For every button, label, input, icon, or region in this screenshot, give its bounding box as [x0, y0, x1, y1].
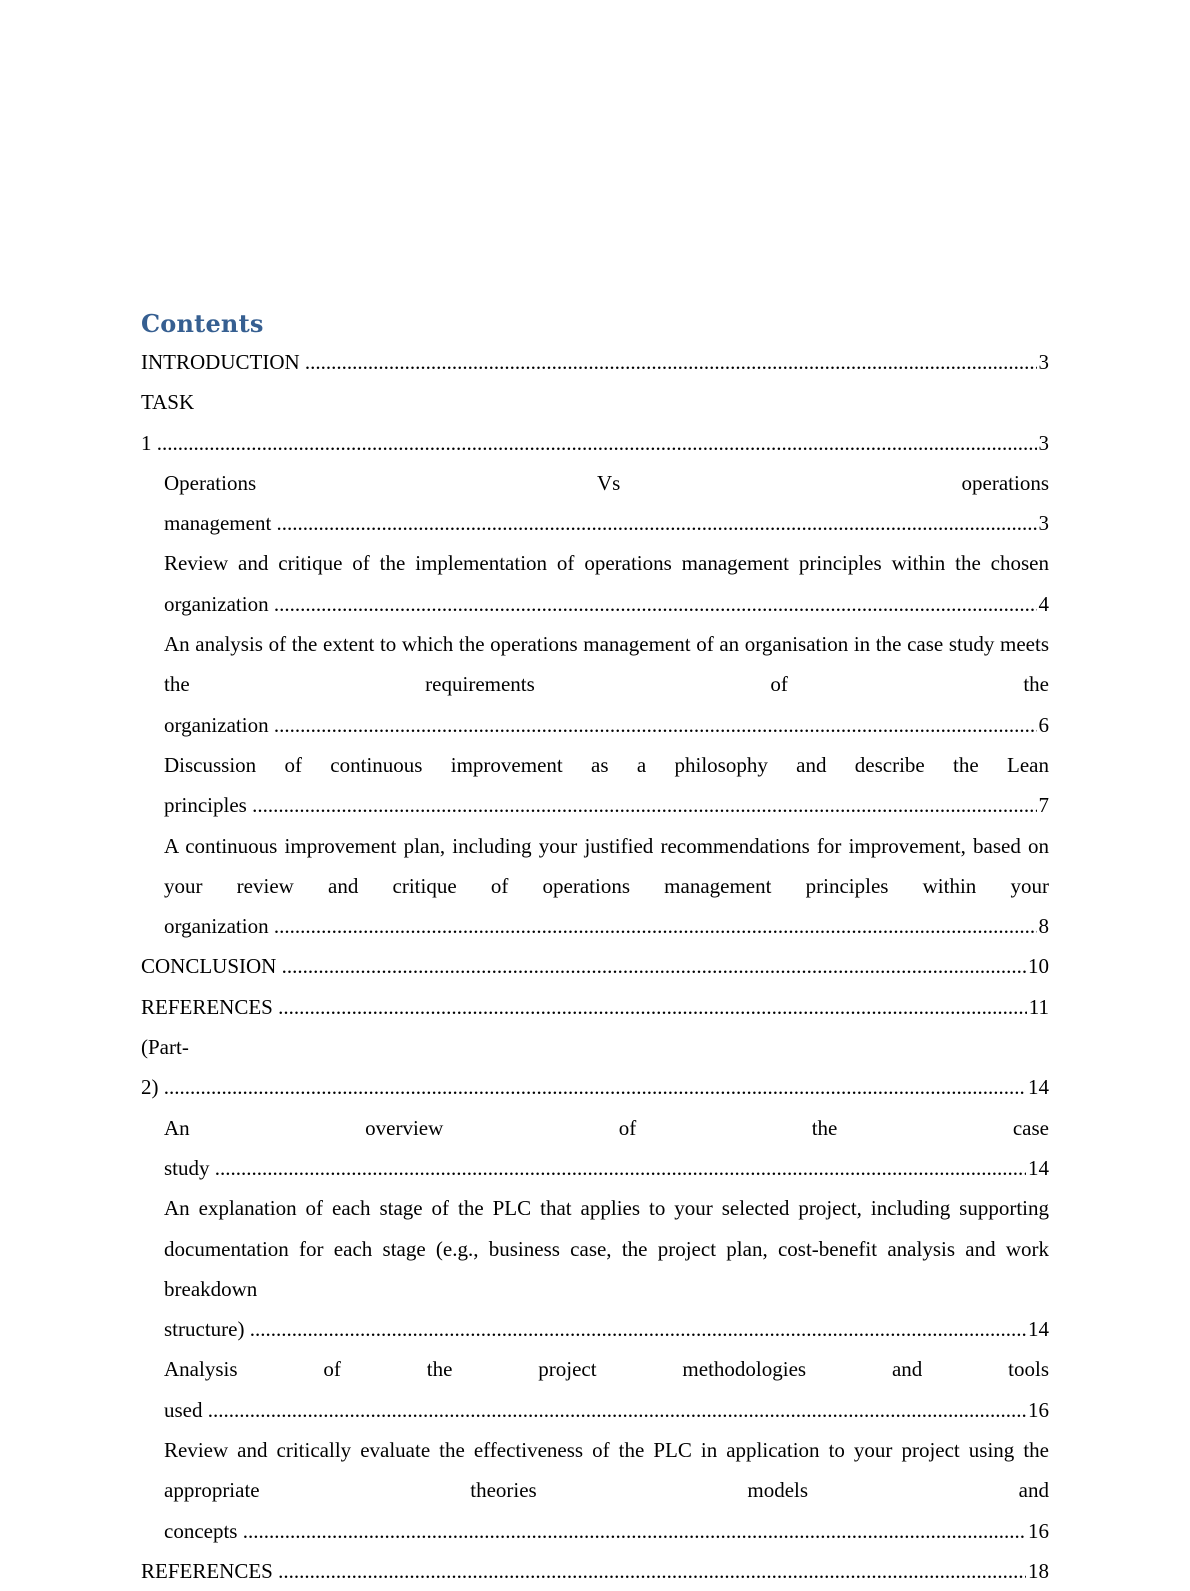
toc-entry-page: 10: [1026, 946, 1049, 986]
toc-entry-page: 18: [1026, 1551, 1049, 1591]
toc-entry-text: Review and critically evaluate the effectiveness of the PLC in application to your project using the appropriate theories models and concepts .....: [164, 1438, 1049, 1543]
document-page: [141, 306, 1049, 1591]
toc-entry[interactable]: [141, 342, 1049, 382]
toc-entry-page: 3: [1037, 423, 1050, 463]
toc-entry[interactable]: [141, 543, 1049, 624]
toc-entry-text: Review and critique of the implementation of operations management principles within the chosen organization .....: [164, 551, 1049, 615]
toc-entry-page: 16: [1026, 1390, 1049, 1430]
toc-entry-page: 6: [1037, 705, 1050, 745]
toc-entry-page: 8: [1037, 906, 1050, 946]
toc-entry[interactable]: [141, 946, 1049, 986]
toc-entry-page: 4: [1037, 584, 1050, 624]
toc-entry-text: INTRODUCTION .....: [141, 350, 1049, 374]
toc-entry[interactable]: [141, 382, 1049, 463]
toc-entry-text: Operations Vs operations management .....: [164, 471, 1049, 535]
toc-entry-text: A continuous improvement plan, including your justified recommendations for improvement, based on your review and critique of operations management principles within your organization .....: [164, 834, 1049, 939]
toc-entry[interactable]: [141, 1188, 1049, 1349]
toc-title: Contents: [141, 309, 264, 338]
toc-entry-text: An analysis of the extent to which the operations management of an organisation in the case study meets the requirements of the organization .....: [164, 632, 1049, 737]
toc-entry-text: CONCLUSION .....: [141, 954, 1049, 978]
toc-entry-page: 11: [1027, 987, 1049, 1027]
toc-entry-text: (Part-2) .....: [141, 1035, 1049, 1099]
toc-entry-page: 3: [1037, 342, 1050, 382]
toc-entry[interactable]: [141, 826, 1049, 947]
toc-entry[interactable]: [141, 463, 1049, 544]
toc-entry-page: 7: [1037, 785, 1050, 825]
toc-entry[interactable]: [141, 1430, 1049, 1551]
toc-entry[interactable]: [141, 1349, 1049, 1430]
toc-entry[interactable]: [141, 624, 1049, 745]
toc-entry-text: TASK 1 .....: [141, 390, 1049, 454]
toc-entry-page: 16: [1026, 1511, 1049, 1551]
toc-entry[interactable]: [141, 1108, 1049, 1189]
toc-entry-page: 14: [1026, 1067, 1049, 1107]
toc-entry-text: REFERENCES .....: [141, 995, 1049, 1019]
toc-entry-page: 14: [1026, 1309, 1049, 1349]
toc-entry-text: An explanation of each stage of the PLC that applies to your selected project, including supporting documentation for each stage (e.g., business case, the project plan, cost-benefit analysis and work breakdown structure) .....: [164, 1196, 1049, 1341]
toc-entry-text: Discussion of continuous improvement as a philosophy and describe the Lean principles .....: [164, 753, 1049, 817]
toc-entry[interactable]: [141, 1551, 1049, 1591]
toc-entry-text: Analysis of the project methodologies and tools used .....: [164, 1357, 1049, 1421]
toc-entry-page: 14: [1026, 1148, 1049, 1188]
toc-entry-text: An overview of the case study .....: [164, 1116, 1049, 1180]
toc-entry[interactable]: [141, 987, 1049, 1027]
toc-entry[interactable]: [141, 745, 1049, 826]
toc-entry-text: REFERENCES .....: [141, 1559, 1049, 1583]
toc-entry-page: 3: [1037, 503, 1050, 543]
toc-list: [141, 342, 1049, 1591]
toc-entry[interactable]: [141, 1027, 1049, 1108]
